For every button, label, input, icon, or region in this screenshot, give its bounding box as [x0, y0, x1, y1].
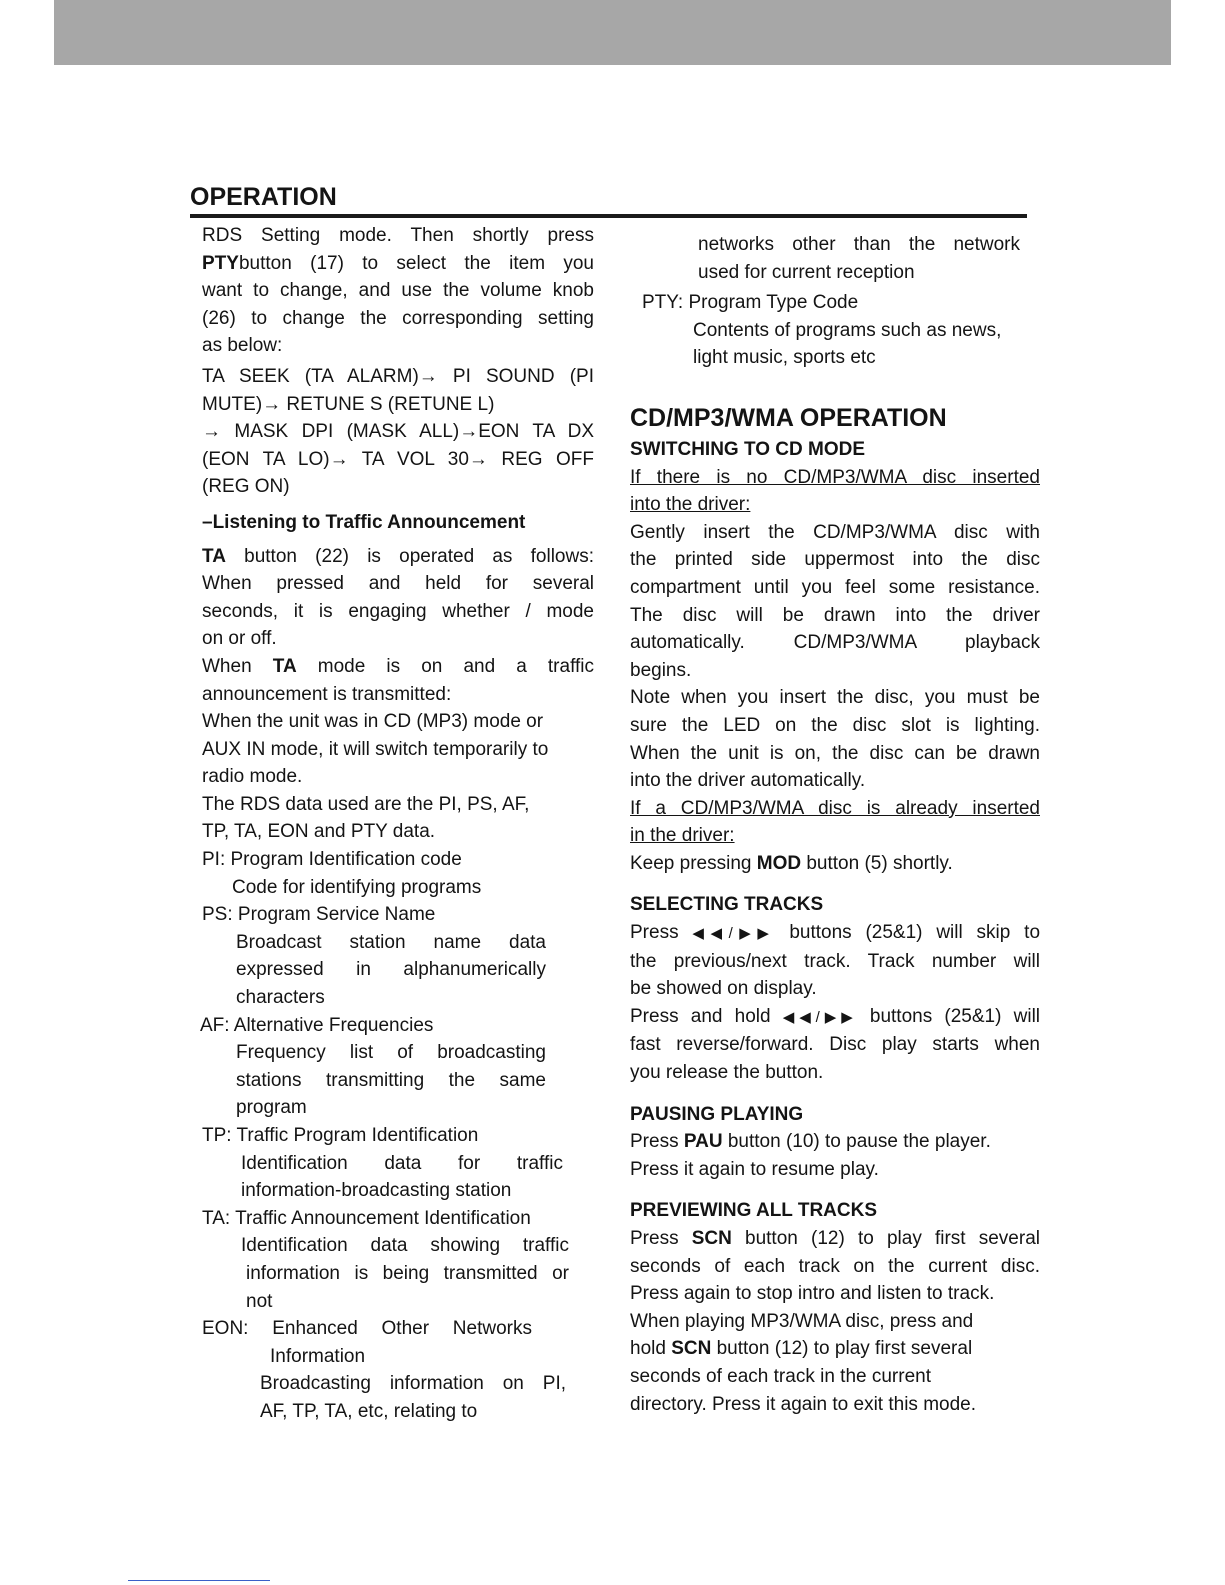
text-line: automatically. CD/MP3/WMA playback [630, 632, 1040, 654]
text-line: When playing MP3/WMA disc, press and [630, 1310, 974, 1332]
text-line: used for current reception [698, 261, 915, 283]
skip-buttons-icon: ◀◀/▶▶ [782, 1008, 858, 1026]
text-line: The RDS data used are the PI, PS, AF, [202, 793, 530, 815]
pau-key: PAU [683, 1131, 723, 1153]
ta-key: TA [202, 545, 226, 567]
sequence-line: MUTE)→ RETUNE S (RETUNE L) [202, 393, 495, 415]
ta-key: TA [272, 655, 297, 677]
def-desc: AF, TP, TA, etc, relating to [260, 1400, 478, 1422]
text-line: Press and hold ◀◀/▶▶ buttons (25&1) will [630, 1005, 1041, 1027]
def-desc: Identification data for traffic [241, 1152, 563, 1174]
text-line: PTYbutton (17) to select the item you [202, 252, 594, 274]
text-line: into the driver: [630, 494, 751, 516]
section-title: CD/MP3/WMA OPERATION [630, 403, 947, 432]
text-line: hold SCN button (12) to play first several [630, 1338, 973, 1360]
text-line: networks other than the network [698, 234, 1020, 255]
subsection-heading: PAUSING PLAYING [630, 1103, 804, 1125]
text-line: RDS Setting mode. Then shortly press [202, 225, 594, 246]
text-line: Press again to stop intro and listen to track. [630, 1283, 995, 1305]
def-desc: information-broadcasting station [241, 1180, 512, 1202]
text-line: TA button (22) is operated as follows: [202, 545, 594, 567]
text-line: radio mode. [202, 766, 303, 788]
def-term: PTY: Program Type Code [642, 292, 859, 314]
def-term: TA: Traffic Announcement Identification [202, 1207, 531, 1229]
def-desc: stations transmitting the same [236, 1069, 546, 1091]
def-term: AF: Alternative Frequencies [200, 1014, 434, 1036]
text-line: as below: [202, 335, 283, 357]
right-column [630, 231, 1040, 1418]
text-line: announcement is transmitted: [202, 683, 452, 705]
pty-key: PTY [202, 252, 239, 274]
def-desc: program [236, 1097, 307, 1119]
footer-line [128, 1580, 270, 1581]
text-line: If there is no CD/MP3/WMA disc inserted [630, 466, 1040, 488]
text-line: Note when you insert the disc, you must be [630, 687, 1040, 709]
title-rule [190, 214, 1027, 218]
text-line: (26) to change the corresponding setting [202, 307, 594, 329]
text-line: The disc will be drawn into the driver [630, 604, 1040, 626]
text-line: Keep pressing MOD button (5) shortly. [630, 852, 953, 874]
text-line: in the driver: [630, 825, 735, 847]
text-line: you release the button. [630, 1062, 824, 1084]
text-line: Press SCN button (12) to play first several [630, 1228, 1040, 1249]
text-line: want to change, and use the volume knob [202, 280, 594, 302]
text-line: into the driver automatically. [630, 770, 866, 792]
text-line: the printed side uppermost into the disc [630, 549, 1040, 571]
text-line: If a CD/MP3/WMA disc is already inserted [630, 797, 1040, 819]
text-line: TP, TA, EON and PTY data. [202, 821, 436, 843]
def-desc: Identification data showing traffic [241, 1235, 569, 1257]
ta-heading: –Listening to Traffic Announcement [202, 511, 526, 533]
text-line: seconds, it is engaging whether / mode [202, 600, 594, 622]
def-term: EON: Enhanced Other Networks [202, 1318, 532, 1340]
sequence-line: (EON TA LO)→ TA VOL 30→ REG OFF [202, 448, 594, 470]
def-desc: Broadcasting information on PI, [260, 1373, 566, 1395]
text-line: begins. [630, 659, 692, 681]
def-term: TP: Traffic Program Identification [202, 1125, 479, 1146]
header-bar [54, 0, 1171, 65]
text-line: seconds of each track on the current disc. [630, 1255, 1040, 1277]
def-desc: information is being transmitted or [246, 1262, 569, 1284]
text-line: sure the LED on the disc slot is lighting. [630, 714, 1040, 736]
sequence-line: → MASK DPI (MASK ALL)→EON TA DX [202, 421, 594, 443]
scn-key: SCN [671, 1338, 712, 1360]
text-line: When TA mode is on and a traffic [202, 655, 595, 677]
def-desc: Frequency list of broadcasting [236, 1042, 546, 1064]
def-desc: Broadcast station name data [236, 931, 546, 953]
left-column [202, 222, 594, 1426]
scn-key: SCN [691, 1228, 732, 1249]
text-line: on or off. [202, 628, 277, 650]
text-line: Gently insert the CD/MP3/WMA disc with [630, 521, 1040, 543]
def-desc: expressed in alphanumerically [236, 959, 546, 981]
def-term: PS: Program Service Name [202, 904, 436, 926]
text-line: When the unit was in CD (MP3) mode or [202, 711, 544, 733]
def-desc: light music, sports etc [693, 347, 876, 369]
def-desc: Information [270, 1345, 366, 1367]
text-line: AUX IN mode, it will switch temporarily to [202, 738, 549, 760]
text-line: fast reverse/forward. Disc play starts when [630, 1034, 1040, 1056]
text-line: Press it again to resume play. [630, 1158, 879, 1180]
text-line: be showed on display. [630, 978, 817, 1000]
def-desc: not [246, 1290, 273, 1312]
text-line: Press ◀◀/▶▶ buttons (25&1) will skip to [630, 922, 1041, 944]
def-desc: characters [236, 987, 325, 1009]
text-line: When the unit is on, the disc can be drawn [630, 742, 1040, 764]
mod-key: MOD [756, 852, 802, 874]
sequence-line: TA SEEK (TA ALARM)→ PI SOUND (PI [202, 365, 594, 387]
sequence-line: (REG ON) [202, 476, 290, 498]
page-title: OPERATION [190, 183, 337, 211]
text-line: compartment until you feel some resistance. [630, 576, 1040, 598]
def-desc: Code for identifying programs [232, 876, 482, 898]
def-term: PI: Program Identification code [202, 849, 462, 871]
text-line: seconds of each track in the current [630, 1365, 931, 1387]
skip-buttons-icon: ◀◀/▶▶ [692, 925, 776, 943]
subsection-heading: PREVIEWING ALL TRACKS [630, 1200, 878, 1222]
text-line: directory. Press it again to exit this mode. [630, 1393, 977, 1415]
text-line: Press PAU button (10) to pause the player. [630, 1131, 991, 1153]
text-line: When pressed and held for several [202, 573, 594, 595]
subsection-heading: SWITCHING TO CD MODE [630, 438, 866, 460]
def-desc: Contents of programs such as news, [693, 319, 1002, 341]
text-line: the previous/next track. Track number will [630, 950, 1040, 972]
subsection-heading: SELECTING TRACKS [630, 894, 824, 916]
